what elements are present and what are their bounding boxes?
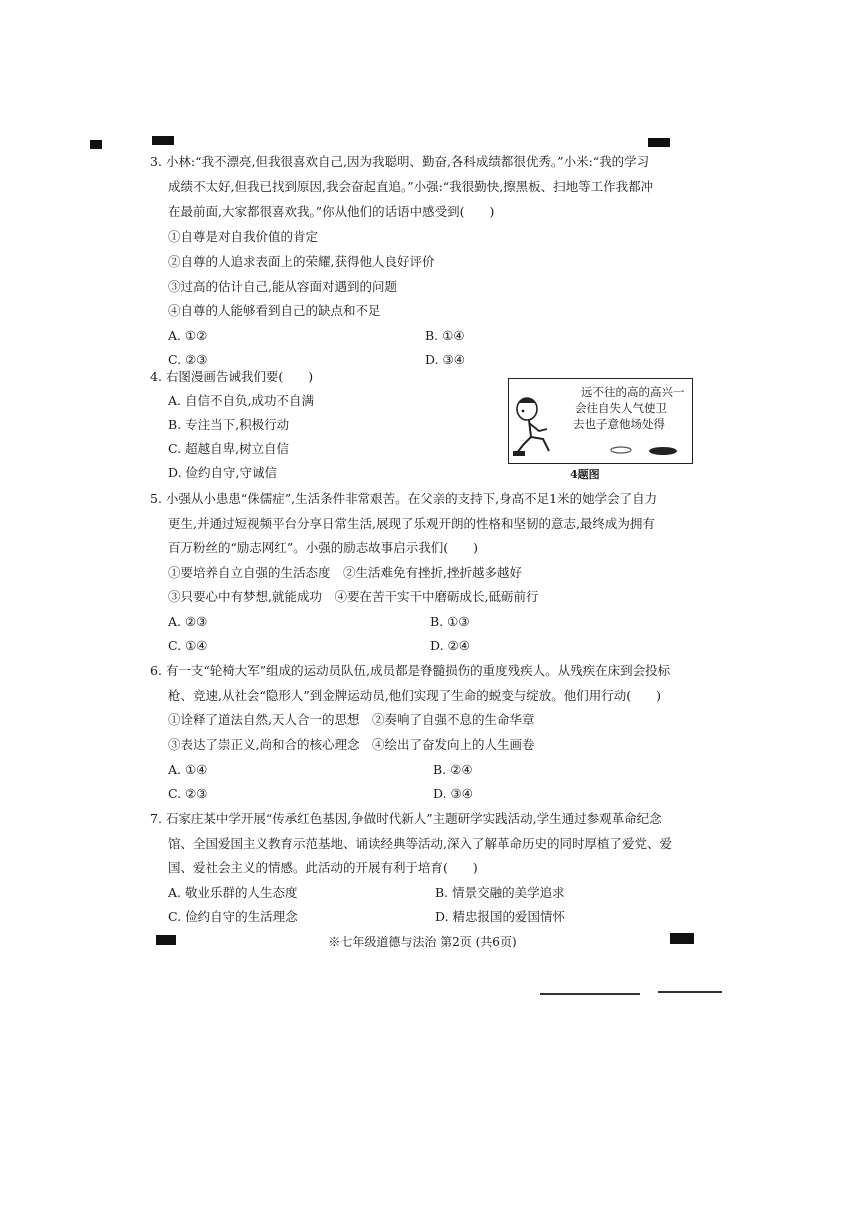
cartoon-caption-line: 远不往的高的高兴一 bbox=[581, 385, 685, 399]
registration-mark-top-left bbox=[152, 136, 174, 145]
statement: ③过高的估计自己,能从容面对遇到的问题 bbox=[168, 279, 397, 294]
statement: ③表达了崇正义,尚和合的核心理念 ④绘出了奋发向上的人生画卷 bbox=[168, 737, 535, 752]
page-footer: ※七年级道德与法治 第2页 (共6页) bbox=[328, 935, 517, 949]
statement: ④自尊的人能够看到自己的缺点和不足 bbox=[168, 303, 381, 318]
option-d: D. ②④ bbox=[430, 638, 470, 653]
option-a: A. 敬业乐群的人生态度 bbox=[168, 885, 298, 900]
statement: ①自尊是对自我价值的肯定 bbox=[168, 229, 319, 244]
option-b: B. 专注当下,积极行动 bbox=[168, 417, 290, 432]
registration-mark-top-right bbox=[648, 138, 670, 147]
option-a: A. ①④ bbox=[168, 762, 208, 777]
option-c: C. ②③ bbox=[168, 786, 208, 801]
cartoon-caption-line: 去也子意他场处得 bbox=[573, 417, 665, 431]
question-stem-line: 国、爱社会主义的情感。此活动的开展有利于培育( ) bbox=[168, 860, 478, 875]
option-c: C. 俭约自守的生活理念 bbox=[168, 909, 298, 924]
statement: ②自尊的人追求表面上的荣耀,获得他人良好评价 bbox=[168, 254, 435, 269]
option-b: B. 情景交融的美学追求 bbox=[435, 885, 565, 900]
question-stem-line: 馆、全国爱国主义教育示范基地、诵读经典等活动,深入了解革命历史的同时厚植了爱党、爱 bbox=[168, 836, 672, 851]
figure-label: 4题图 bbox=[570, 468, 600, 481]
option-c: C. ①④ bbox=[168, 638, 208, 653]
question-stem-line: 7. 石家庄某中学开展“传承红色基因,争做时代新人”主题研学实践活动,学生通过参观革命纪念 bbox=[150, 811, 662, 826]
walking-man-illustration bbox=[509, 379, 692, 463]
option-a: A. ②③ bbox=[168, 614, 208, 629]
question-stem-line: 在最前面,大家都很喜欢我。”你从他们的话语中感受到( ) bbox=[168, 204, 495, 219]
statement: ①要培养自立自强的生活态度 ②生活难免有挫折,挫折越多越好 bbox=[168, 565, 522, 580]
registration-mark-top-left-edge bbox=[90, 140, 102, 149]
cartoon-caption-line: 会往自失人气使卫 bbox=[575, 401, 667, 415]
question-stem-line: 5. 小强从小患患“侏儒症”,生活条件非常艰苦。在父亲的支持下,身高不足1米的她学会了自力 bbox=[150, 491, 658, 506]
option-d: D. ③④ bbox=[433, 786, 473, 801]
question-stem-line: 6. 有一支“轮椅大军”组成的运动员队伍,成员都是脊髓损伤的重度残疾人。从残疾在床到会投标 bbox=[150, 663, 671, 678]
question-stem-line: 成绩不太好,但我已找到原因,我会奋起直追。”小强:“我很勤快,擦黑板、扫地等工作我都冲 bbox=[168, 179, 654, 194]
question-stem-line: 4. 右图漫画告诫我们要( ) bbox=[150, 369, 314, 384]
option-d: D. ③④ bbox=[425, 352, 465, 367]
cartoon-figure bbox=[508, 378, 693, 464]
question-stem-line: 百万粉丝的“励志网红”。小强的励志故事启示我们( ) bbox=[168, 540, 479, 555]
option-d: D. 精忠报国的爱国情怀 bbox=[435, 909, 566, 924]
statement: ①诠释了道法自然,天人合一的思想 ②奏响了自强不息的生命华章 bbox=[168, 712, 535, 727]
option-a: A. ①② bbox=[168, 328, 208, 343]
option-b: B. ①④ bbox=[425, 328, 465, 343]
question-stem-line: 更生,并通过短视频平台分享日常生活,展现了乐观开朗的性格和坚韧的意志,最终成为拥有 bbox=[168, 516, 655, 531]
question-stem-line: 枪、竞速,从社会“隐形人”到金牌运动员,他们实现了生命的蜕变与绽放。他们用行动( ) bbox=[168, 688, 661, 703]
option-c: C. ②③ bbox=[168, 352, 208, 367]
option-c: C. 超越自卑,树立自信 bbox=[168, 441, 290, 456]
scan-smudge-line bbox=[540, 993, 640, 995]
option-a: A. 自信不自负,成功不自满 bbox=[168, 393, 314, 408]
option-b: B. ①③ bbox=[430, 614, 470, 629]
option-b: B. ②④ bbox=[433, 762, 473, 777]
scan-smudge-line-2 bbox=[658, 991, 722, 993]
option-d: D. 俭约自守,守诚信 bbox=[168, 465, 277, 480]
statement: ③只要心中有梦想,就能成功 ④要在苦干实干中磨砺成长,砥砺前行 bbox=[168, 589, 539, 604]
question-stem-line: 3. 小林:“我不漂亮,但我很喜欢自己,因为我聪明、勤奋,各科成绩都很优秀。”小米:“我的学习 bbox=[150, 154, 650, 169]
